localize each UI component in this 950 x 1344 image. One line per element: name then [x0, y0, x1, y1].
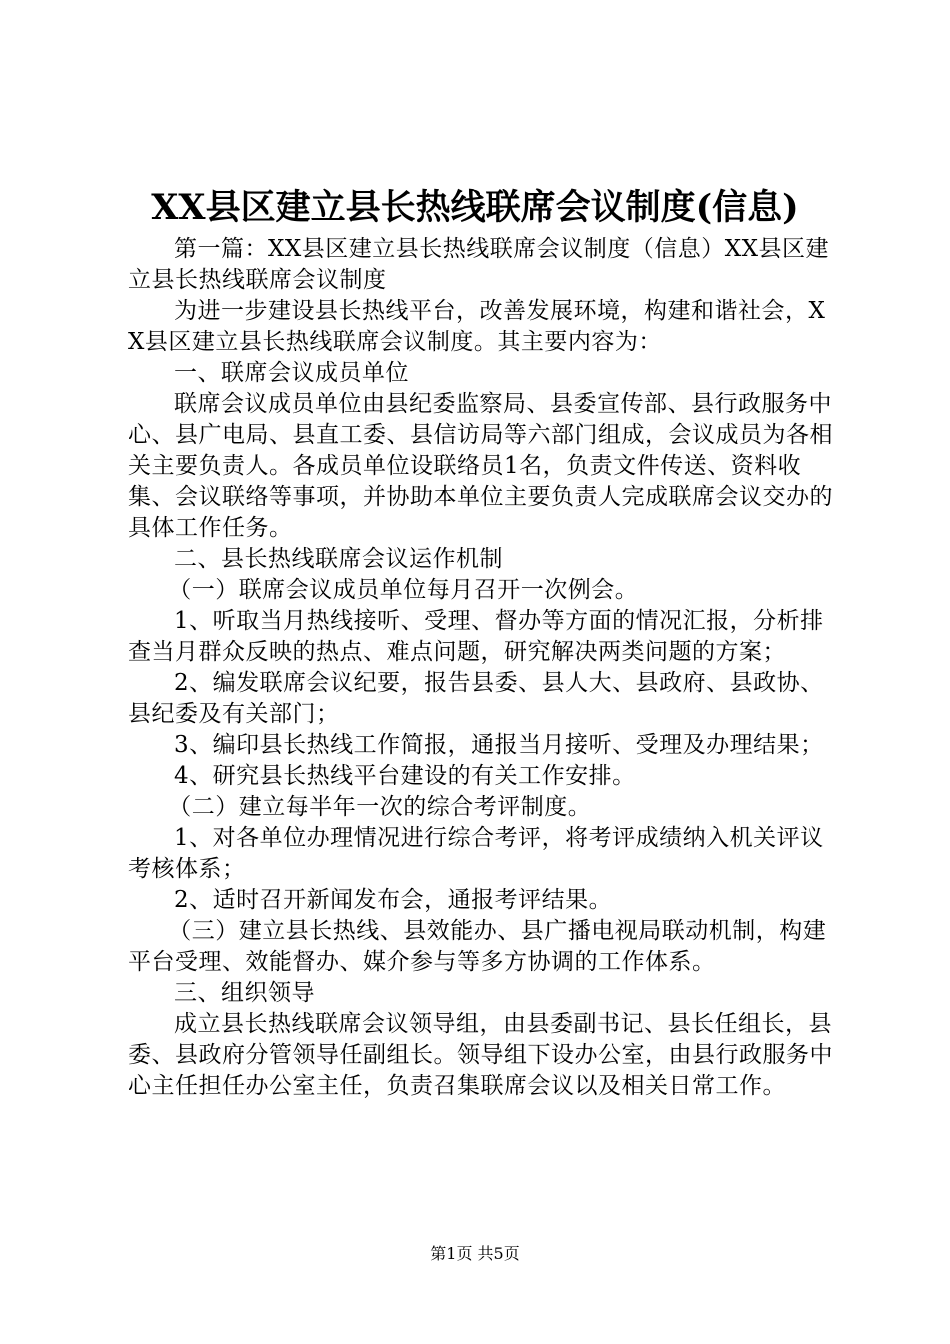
list-item: 1、听取当月热线接听、受理、督办等方面的情况汇报，分析排查当月群众反映的热点、难点问题，研究解决两类问题的方案； — [128, 608, 824, 665]
list-item: 1、对各单位办理情况进行综合考评，将考评成绩纳入机关评议考核体系； — [128, 825, 824, 882]
list-item: 2、适时召开新闻发布会，通报考评结果。 — [174, 887, 613, 913]
section-heading: 一、联席会议成员单位 — [174, 360, 409, 386]
list-item: 3、编印县长热线工作简报，通报当月接听、受理及办理结果； — [174, 732, 824, 758]
list-item: 2、编发联席会议纪要，报告县委、县人大、县政府、县政协、县纪委及有关部门； — [128, 670, 824, 727]
page-number-footer: 第1页 共5页 — [430, 1244, 520, 1263]
subsection-heading: （一）联席会议成员单位每月召开一次例会。 — [168, 577, 639, 603]
paragraph: 为进一步建设县长热线平台，改善发展环境，构建和谐社会，XX县区建立县长热线联席会议制度。其主要内容为： — [128, 298, 826, 355]
section-heading: 三、组织领导 — [174, 980, 315, 1006]
subsection-heading: （三）建立县长热线、县效能办、县广播电视局联动机制，构建平台受理、效能督办、媒介参与等多方协调的工作体系。 — [128, 918, 827, 975]
document-title: XX县区建立县长热线联席会议制度(信息) — [151, 187, 799, 228]
section-heading: 二、县长热线联席会议运作机制 — [174, 546, 503, 572]
subsection-heading: （二）建立每半年一次的综合考评制度。 — [168, 794, 592, 820]
paragraph: 成立县长热线联席会议领导组，由县委副书记、县长任组长，县委、县政府分管领导任副组长。领导组下设办公室，由县行政服务中心主任担任办公室主任，负责召集联席会议以及相关日常工作。 — [128, 1011, 833, 1099]
paragraph: 第一篇：XX县区建立县长热线联席会议制度（信息）XX县区建立县长热线联席会议制度 — [128, 236, 829, 293]
list-item: 4、研究县长热线平台建设的有关工作安排。 — [174, 763, 636, 789]
document-body — [128, 234, 840, 1102]
paragraph: 联席会议成员单位由县纪委监察局、县委宣传部、县行政服务中心、县广电局、县直工委、县信访局等六部门组成，会议成员为各相关主要负责人。各成员单位设联络员1名，负责文件传送、资料收集、会议联络等事项，并协助本单位主要负责人完成联席会议交办的具体工作任务。 — [128, 391, 833, 541]
